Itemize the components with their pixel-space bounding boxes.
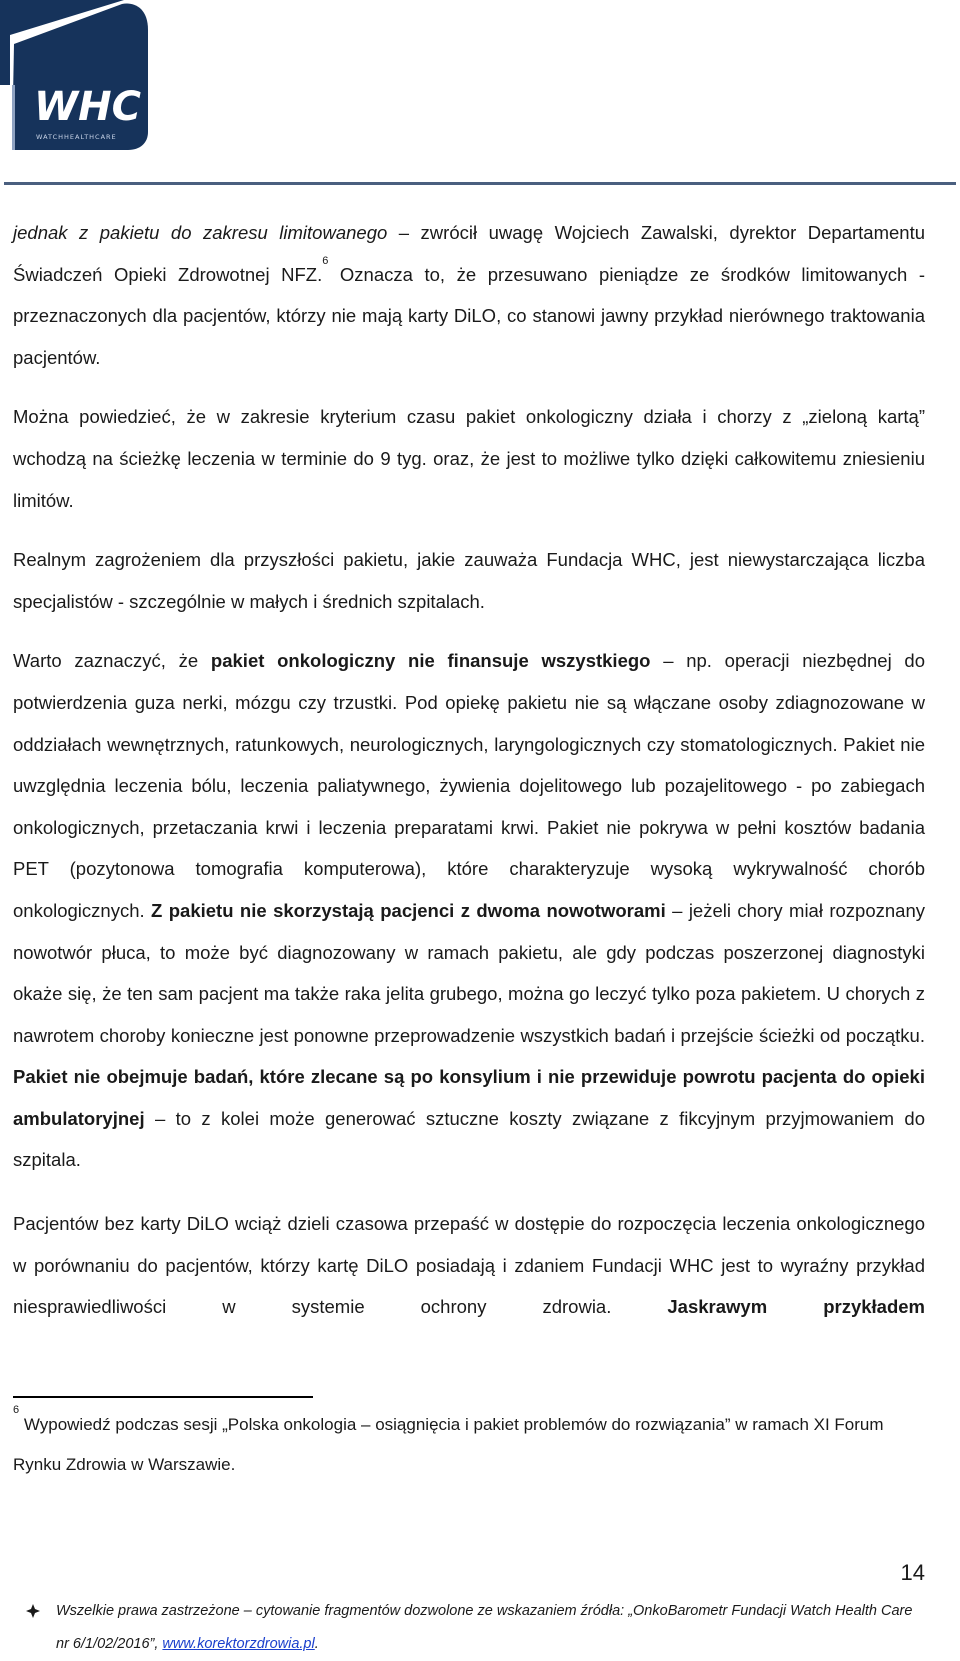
bold-span: Jaskrawym przykładem bbox=[667, 1296, 925, 1318]
whc-logo bbox=[0, 0, 158, 160]
text-span: Oznacza to, że przesuwano pieniądze ze środków limitowanych - przeznaczonych dla pacjentów, którzy nie mają karty DiLO, co stanowi jawny przykład nierównego traktowania pacjentów. bbox=[13, 263, 925, 368]
text-span: Warto zaznaczyć, że bbox=[13, 650, 211, 672]
paragraph-4 bbox=[13, 640, 925, 1181]
footnote-text: Wypowiedź podczas sesji „Polska onkologia – osiągnięcia i pakiet problemów do rozwiązania” w ramach XI Forum Rynku Zdrowia w Warszawie. bbox=[13, 1415, 884, 1474]
footer bbox=[26, 1595, 926, 1661]
text-span: – jeżeli chory miał rozpoznany nowotwór płuca, to może być diagnozowany w ramach pakietu, ale gdy podczas poszerzonej diagnostyki okaże się, że ten sam pacjent ma także raka jelita grubego, można go leczyć tylko poza pakietem. U chorych z nawrotem choroby konieczne jest ponowne przeprowadzenie wszystkich badań i przejście ścieżki od początku. bbox=[13, 899, 926, 1046]
paragraph-1 bbox=[13, 212, 925, 378]
document-body bbox=[13, 212, 925, 1328]
paragraph-3: Realnym zagrożeniem dla przyszłości pakietu, jakie zauważa Fundacja WHC, jest niewystarczająca liczba specjalistów - szczególnie w małych i średnich szpitalach. bbox=[13, 549, 925, 612]
quote-italic: jednak z pakietu do zakresu limitowanego bbox=[13, 222, 388, 243]
bold-span: Pakiet nie obejmuje badań, które zlecane są po konsylium i nie przewiduje powrotu pacjenta do opieki ambulatoryjnej bbox=[13, 1066, 925, 1129]
footnote bbox=[13, 1405, 925, 1485]
text-span: – np. operacji niezbędnej do potwierdzenia guza nerki, mózgu czy trzustki. Pod opiekę pakietu nie są włączane osoby zdiagnozowane w oddziałach wewnętrznych, ratunkowych, neurologicznych, laryngologicznych czy stomatologicznych. Pakiet nie uwzględnia leczenia bólu, leczenia paliatywnego, żywienia dojelitowego lub pozajelitowego - po zabiegach onkologicznych, przetaczania krwi i leczenia preparatami krwi. Pakiet nie pokrywa w pełni kosztów badania PET (pozytonowa tomografia komputerowa), które charakteryzuje wysoką wykrywalność chorób onkologicznych. bbox=[13, 650, 926, 921]
footnote-rule bbox=[13, 1396, 313, 1398]
footnote-ref: 6 bbox=[322, 254, 329, 267]
paragraph-2: Można powiedzieć, że w zakresie kryterium czasu pakiet onkologiczny działa i chorzy z „zieloną kartą” wchodzą na ścieżkę leczenia w terminie do 9 tyg. oraz, że jest to możliwe tylko dzięki całkowitemu zniesieniu limitów. bbox=[13, 406, 925, 511]
diamond-bullet-icon bbox=[26, 1604, 40, 1618]
bold-span: Z pakietu nie skorzystają pacjenci z dwoma nowotworami bbox=[151, 899, 666, 921]
paragraph-5 bbox=[13, 1203, 925, 1328]
footer-copyright: Wszelkie prawa zastrzeżone – cytowanie fragmentów dozwolone ze wskazaniem źródła: „OnkoBarometr Fundacji Watch Health Care nr 6/1/02/2016”, bbox=[56, 1603, 913, 1652]
logo-wordmark: WHC bbox=[34, 84, 141, 130]
text-span: – zwrócił uwagę Wojciech Zawalski, dyrektor Departamentu Świadczeń Opieki Zdrowotnej NFZ. bbox=[13, 222, 925, 285]
footer-end: . bbox=[314, 1636, 319, 1652]
footer-text bbox=[56, 1595, 926, 1661]
header-rule bbox=[4, 182, 956, 185]
footer-link[interactable]: www.korektorzdrowia.pl bbox=[162, 1636, 315, 1652]
whc-logo-icon bbox=[0, 0, 158, 160]
footnote-number: 6 bbox=[13, 1404, 20, 1416]
text-span: – to z kolei może generować sztuczne koszty związane z fikcyjnym przyjmowaniem do szpitala. bbox=[13, 1107, 925, 1171]
bold-span: pakiet onkologiczny nie finansuje wszystkiego bbox=[210, 650, 651, 672]
logo-subtext: WATCHHEALTHCARE bbox=[36, 133, 117, 141]
page-number: 14 bbox=[900, 1560, 925, 1585]
text-span: Pacjentów bez karty DiLO wciąż dzieli czasowa przepaść w dostępie do rozpoczęcia leczenia onkologicznego w porównaniu do pacjentów, którzy kartę DiLO posiadają i zdaniem Fundacji WHC jest to wyraźny przykład niesprawiedliwości w systemie ochrony zdrowia. bbox=[13, 1213, 925, 1318]
